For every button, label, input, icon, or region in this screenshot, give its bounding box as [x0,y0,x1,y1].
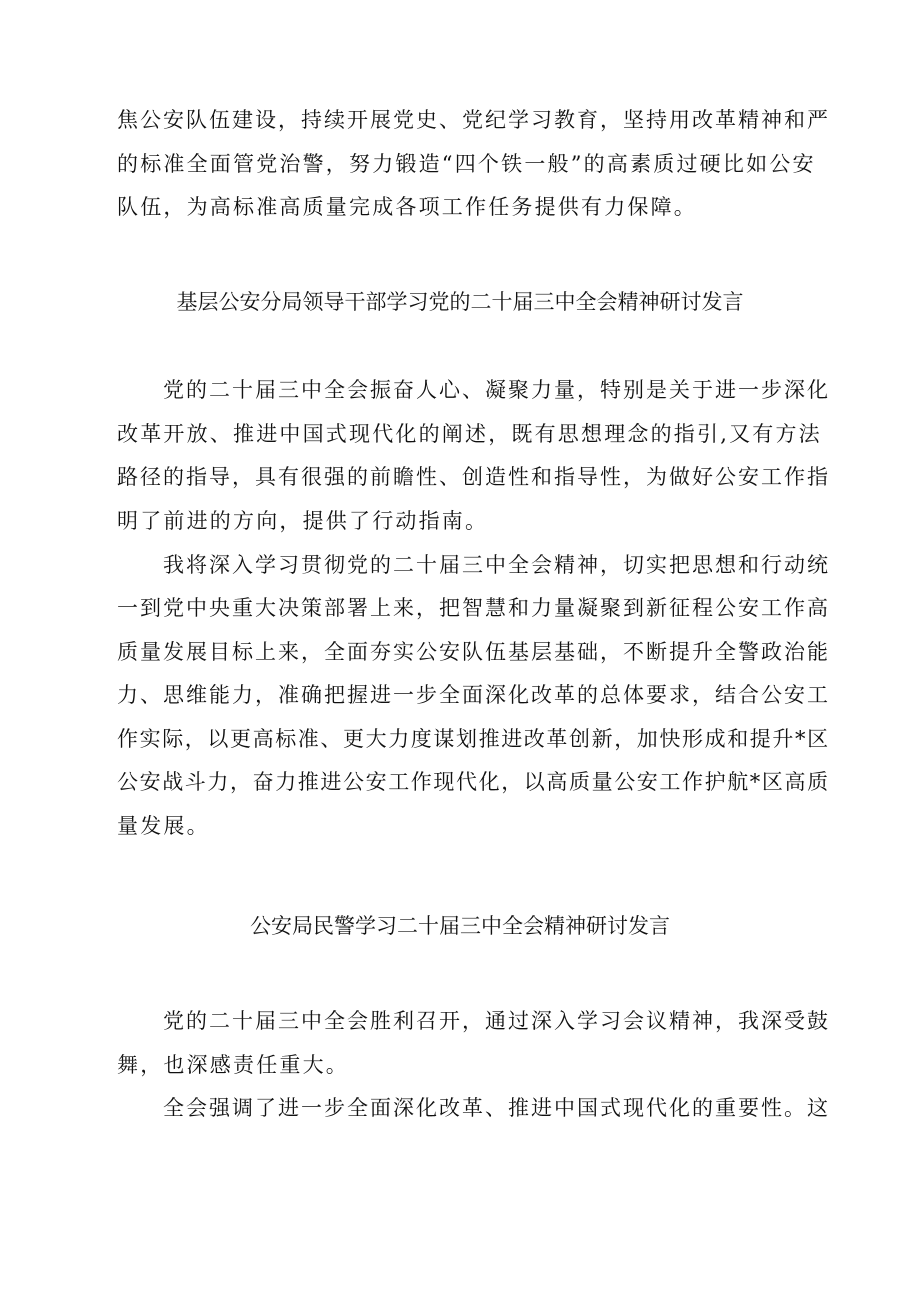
text-line: 舞，也深感责任重大。 [117,1053,349,1077]
text-line: 作实际，以更高标准、更大力度谋划推进改革创新，加快形成和提升*区 [117,727,830,751]
text-line: 党的二十届三中全会胜利召开，通过深入学习会议精神，我深受鼓 [163,1009,830,1033]
text-line: 我将深入学习贯彻党的二十届三中全会精神，切实把思想和行动统 [163,553,830,577]
text-line: 质量发展目标上来，全面夯实公安队伍基层基础，不断提升全警政治能 [117,640,830,664]
text-line: 焦公安队伍建设，持续开展党史、党纪学习教育，坚持用改革精神和严 [117,108,830,132]
text-line: 队伍，为高标准高质量完成各项工作任务提供有力保障。 [117,195,697,219]
text-line: 公安战斗力，奋力推进公安工作现代化，以高质量公安工作护航*区高质 [117,770,830,794]
section-title: 基层公安分局领导干部学习党的二十届三中全会精神研讨发言 [176,290,744,314]
section-title: 公安局民警学习二十届三中全会精神研讨发言 [250,914,670,938]
text-line: 的标准全面管党治警，努力锻造“四个铁一般”的高素质过硬比如公安 [117,152,816,176]
text-line: 改革开放、推进中国式现代化的阐述，既有思想理念的指引,又有方法 [117,422,822,446]
text-line: 量发展。 [117,814,210,838]
text-line: 一到党中央重大决策部署上来，把智慧和力量凝聚到新征程公安工作高 [117,596,830,620]
text-line: 党的二十届三中全会振奋人心、凝聚力量，特别是关于进一步深化 [163,378,830,402]
text-line: 全会强调了进一步全面深化改革、推进中国式现代化的重要性。这 [163,1096,830,1120]
text-line: 力、思维能力，准确把握进一步全面深化改革的总体要求，结合公安工 [117,683,830,707]
text-line: 路径的指导，具有很强的前瞻性、创造性和指导性，为做好公安工作指 [117,465,830,489]
text-line: 明了前进的方向，提供了行动指南。 [117,509,489,533]
